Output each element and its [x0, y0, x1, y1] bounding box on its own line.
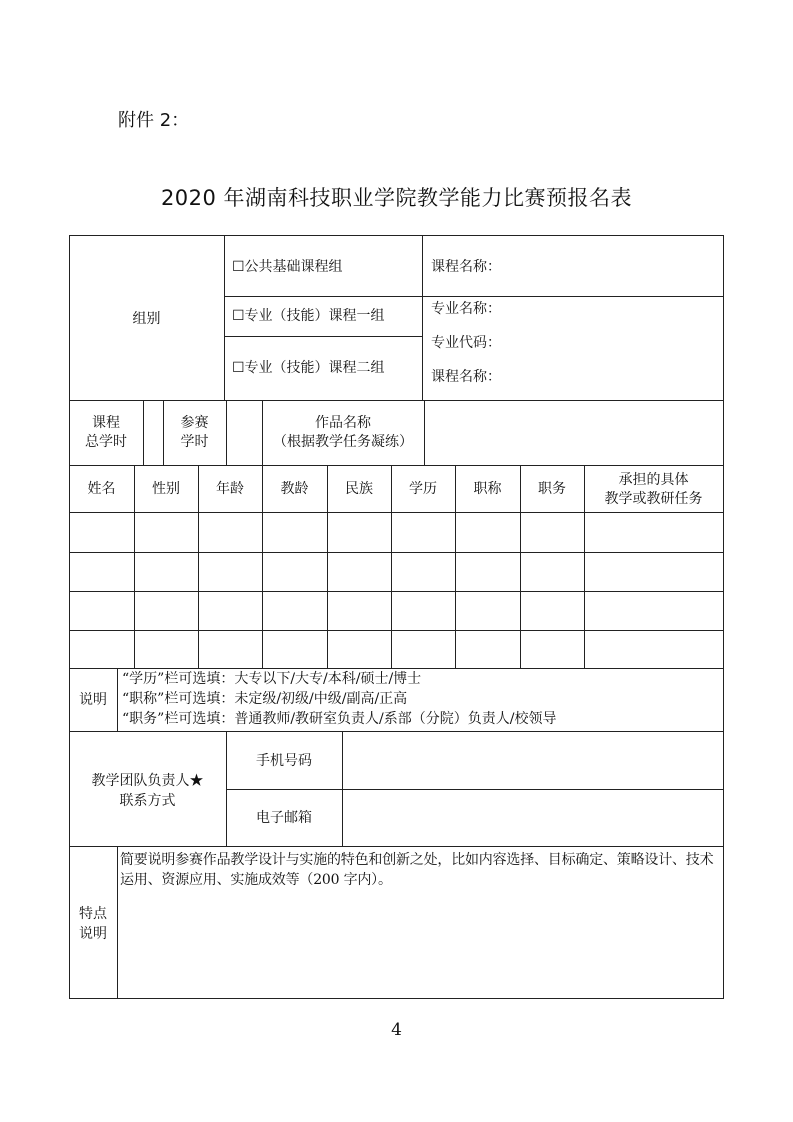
form-title: 2020 年湖南科技职业学院教学能力比赛预报名表: [160, 186, 633, 210]
header-ethnicity: 民族: [345, 481, 373, 497]
work-name-label-line1: 作品名称: [315, 415, 371, 431]
note-position: “职务”栏可选填：普通教师/教研室负责人/系部（分院）负责人/校领导: [122, 711, 557, 727]
header-age: 年龄: [216, 481, 244, 497]
header-position: 职务: [538, 481, 566, 497]
work-name-label-line2: （根据教学任务凝练）: [273, 434, 413, 450]
header-education: 学历: [409, 481, 437, 497]
total-hours-label-line2: 总学时: [85, 434, 127, 450]
attachment-label: 附件 2：: [118, 110, 190, 131]
features-instructions[interactable]: 简要说明参赛作品教学设计与实施的特色和创新之处，比如内容选择、目标确定、策略设计、技术运用、资源应用、实施成效等（200 字内）。: [120, 852, 714, 888]
group-option-public-basic[interactable]: ☐公共基础课程组: [232, 259, 343, 275]
course-name-field-1[interactable]: 课程名称：: [431, 259, 501, 275]
major-code-field[interactable]: 专业代码：: [431, 335, 501, 351]
header-gender: 性别: [152, 481, 180, 497]
group-option-major-one[interactable]: ☐专业（技能）课程一组: [232, 308, 385, 324]
email-label: 电子邮箱: [256, 810, 312, 826]
major-name-field[interactable]: 专业名称：: [431, 301, 501, 317]
contact-label-line1: 教学团队负责人★: [91, 773, 204, 789]
group-label: 组别: [132, 311, 161, 327]
notes-label: 说明: [79, 692, 107, 708]
header-task-line1: 承担的具体: [618, 472, 689, 488]
note-education: “学历”栏可选填：大专以下/大专/本科/硕士/博士: [122, 671, 422, 687]
course-name-field-2[interactable]: 课程名称：: [431, 369, 501, 385]
phone-label: 手机号码: [256, 753, 312, 769]
contact-label-line2: 联系方式: [119, 793, 176, 809]
header-title: 职称: [473, 481, 502, 497]
header-name: 姓名: [87, 481, 116, 497]
table-row[interactable]: [70, 592, 723, 630]
page-number: 4: [391, 1020, 402, 1040]
phone-field[interactable]: [343, 732, 723, 789]
group-option-major-two[interactable]: ☐专业（技能）课程二组: [232, 360, 385, 376]
header-teaching-years: 教龄: [280, 481, 309, 497]
header-task-line2: 教学或教研任务: [604, 491, 703, 507]
features-label-line1: 特点: [79, 906, 107, 922]
note-title: “职称”栏可选填：未定级/初级/中级/副高/正高: [122, 691, 408, 707]
email-field[interactable]: [343, 790, 723, 846]
comp-hours-label-line1: 参赛: [180, 415, 209, 431]
comp-hours-label-line2: 学时: [180, 434, 209, 450]
table-row[interactable]: [70, 553, 723, 591]
features-label-line2: 说明: [79, 926, 107, 942]
table-row[interactable]: [70, 513, 723, 552]
total-hours-label-line1: 课程: [92, 415, 120, 431]
table-row[interactable]: [70, 631, 723, 668]
